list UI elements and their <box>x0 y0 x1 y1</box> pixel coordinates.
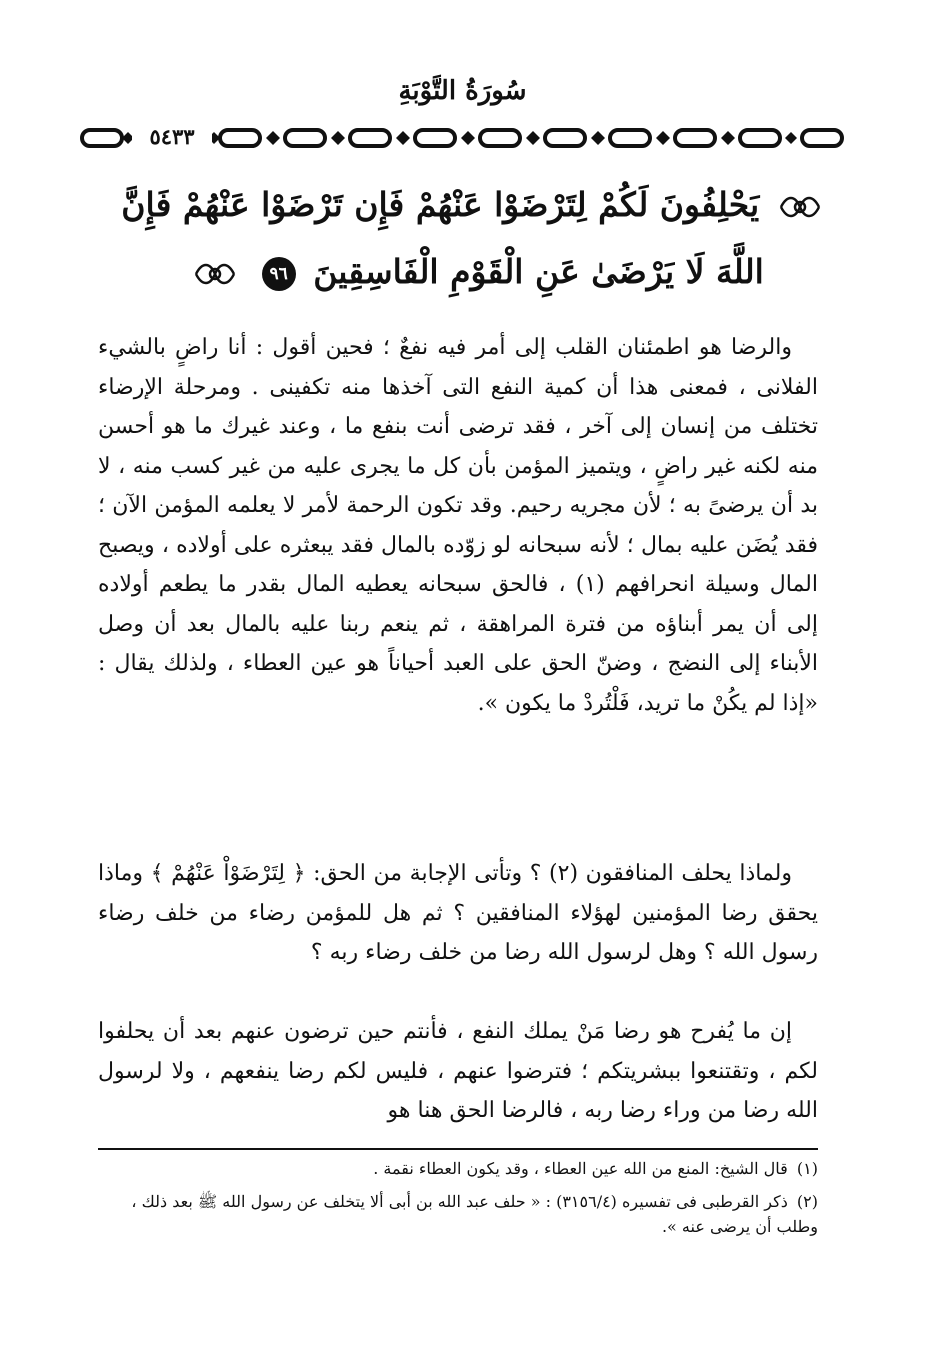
footnote-number: (١) <box>796 1159 818 1178</box>
footnote-divider <box>98 1148 818 1150</box>
verse-line-2 <box>90 252 860 292</box>
footnote-text: ذكر القرطبى فى تفسيره (٣١٥٦/٤) : « حلف عبد الله بن أبى ألا يتخلف عن رسول الله ﷺ بعد ذلك ، وطلب أن يرضى عنه ». <box>131 1192 818 1236</box>
floral-ornament-icon <box>192 259 238 289</box>
footnote-2 <box>98 1189 818 1239</box>
verse-text-line-2: اللَّهَ لَا يَرْضَىٰ عَنِ الْقَوْمِ الْفَاسِقِينَ <box>313 252 764 291</box>
paragraph-text: إن ما يُفرح هو رضا مَنْ يملك النفع ، فأنتم حين ترضون عنهم بعد أن يحلفوا لكم ، وتقتنعوا ببشريتكم ؛ فترضوا عنهم ، فليس لكم رضا ينفعهم ، ولا لرسول الله رضا من وراء رضا ربه ، فالرضا الحق هنا هو <box>98 1019 818 1123</box>
commentary-paragraph-1 <box>98 328 818 723</box>
footnote-number: (٢) <box>796 1192 818 1211</box>
footnotes <box>98 1156 818 1247</box>
paragraph-text: والرضا هو اطمئنان القلب إلى أمر فيه نفعٌ ؛ فحين أقول : أنا راضٍ بالشيء الفلانى ، فمعنى هذا أن كمية النفع التى آخذها منه تكفينى . ومرحلة الإرضاء تختلف من إنسان إلى آخر ، فقد ترضى أنت بنفع ما ، وعند غيرك ما هو أحسن منه لكنه غير راضٍ ، ويتميز المؤمن بأن كل ما يجرى عليه من غير كسب منه ، لا بد أن يرضىً به ؛ لأن مجريه رحيم. وقد تكون الرحمة لأمر لا يعلمه المؤمن الآن ؛ فقد يُضَن عليه بمال ؛ لأنه سبحانه لو زوّده بالمال فقد يبعثره على أولاده ، ويصبح المال وسيلة انحرافهم (١) ، فالحق سبحانه يعطيه المال بقدر ما يطعم أولاده إلى أن يمر أبناؤه من فترة المراهقة ، ثم ينعم ربنا عليه بالمال بعد أن وصل الأبناء إلى النضج ، وضنّ الحق على العبد أحياناً هو عين العطاء ، ولذلك يقال : «إذا لم يكُنْ ما تريد، فَلْتُردْ ما يكون ». <box>98 335 818 716</box>
footnote-text: قال الشيخ: المنع من الله عين العطاء ، وقد يكون العطاء نقمة . <box>373 1159 788 1178</box>
verse-line-1 <box>90 185 860 225</box>
floral-ornament-icon <box>777 192 823 222</box>
surah-title: سُورَةُ التَّوْبَةِ <box>398 76 527 106</box>
commentary-paragraph-3 <box>98 1012 818 1131</box>
commentary-paragraph-2 <box>98 854 818 973</box>
footnote-1 <box>98 1156 818 1181</box>
verse-text-line-1: يَحْلِفُونَ لَكُمْ لِتَرْضَوْا عَنْهُمْ فَإِن تَرْضَوْا عَنْهُمْ فَإِنَّ <box>121 185 760 224</box>
paragraph-text: ولماذا يحلف المنافقون (٢) ؟ وتأتى الإجابة من الحق: ﴿ لِتَرْضَوْاْ عَنْهُمْ ﴾ وماذا يحقق رضا المؤمنين لهؤلاء المنافقين ؟ ثم هل للمؤمن رضاء من خلف رضاء رسول الله ؟ وهل لرسول الله رضا من خلف رضاء ربه ؟ <box>98 861 818 965</box>
page-number: ٥٤٣٣ <box>132 122 212 152</box>
decorative-border <box>80 118 845 158</box>
ayah-number-marker: ٩٦ <box>262 257 296 291</box>
